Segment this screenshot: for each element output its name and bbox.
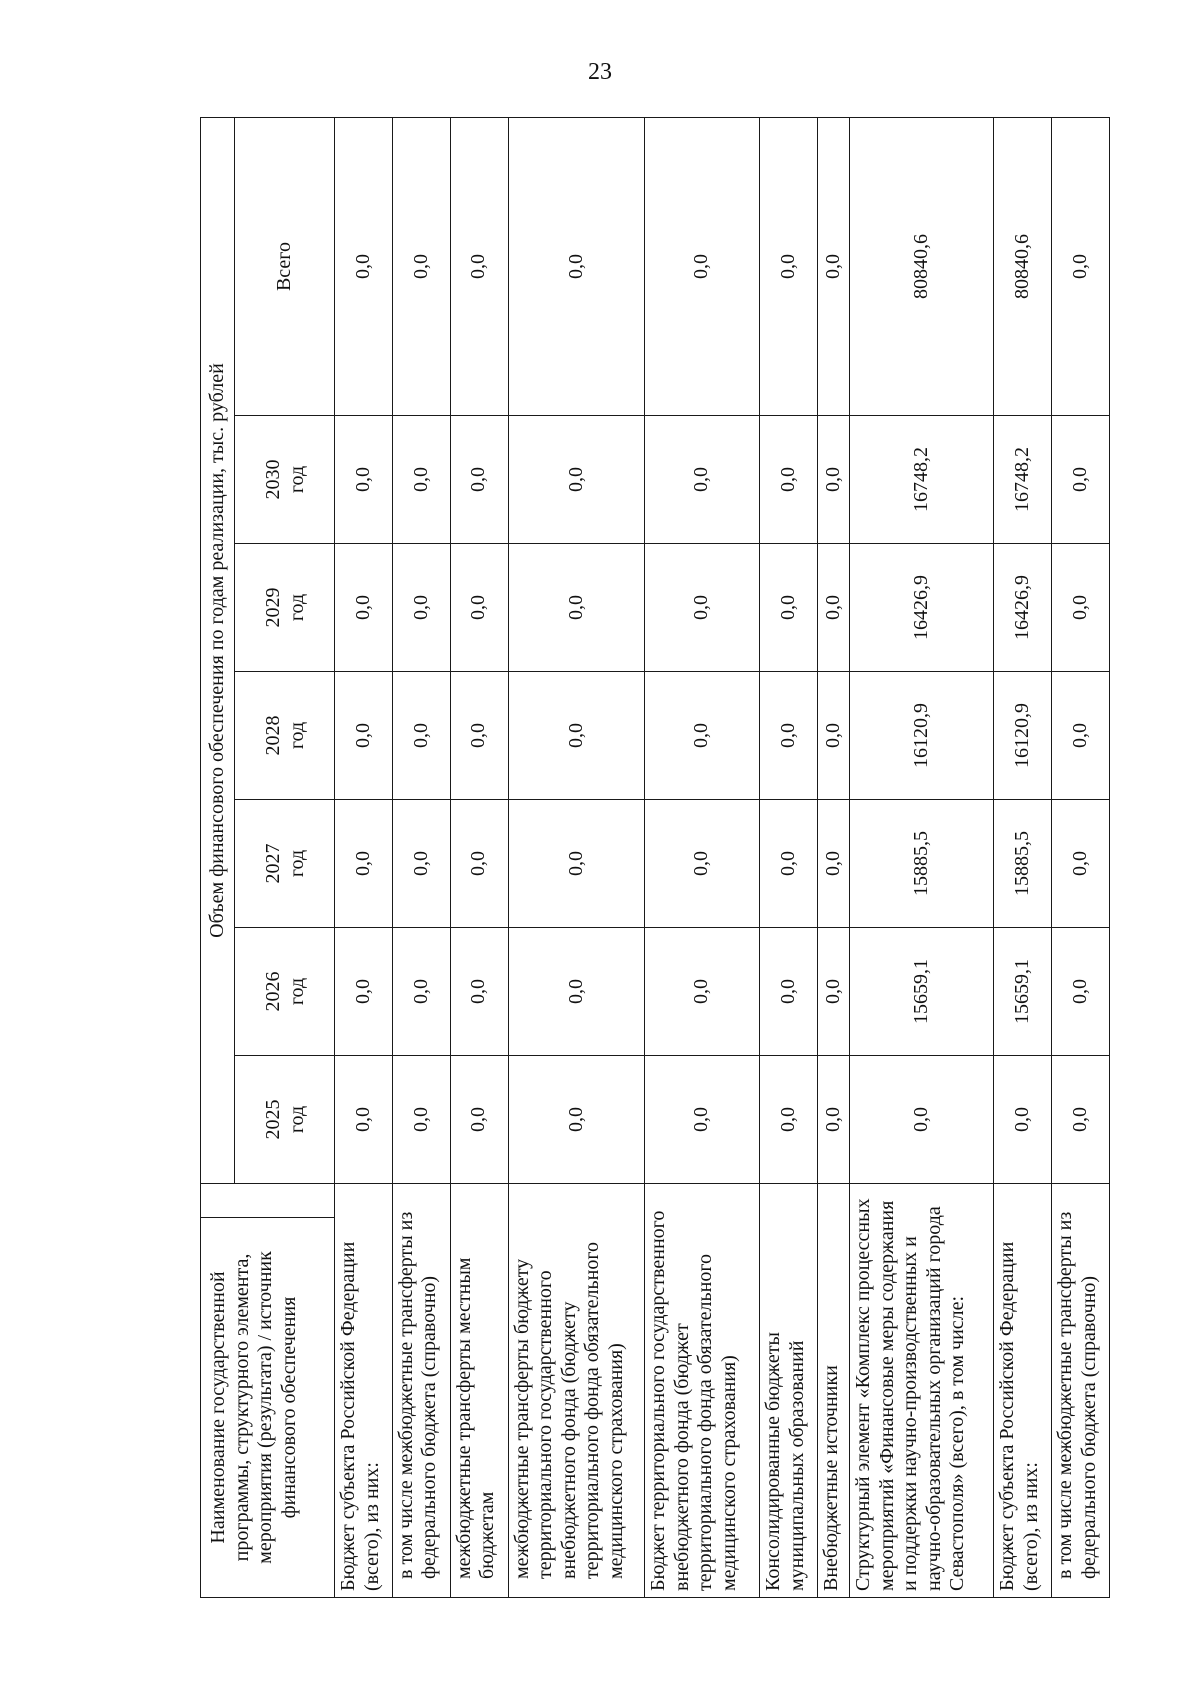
table-row xyxy=(508,118,644,1598)
table-row xyxy=(392,118,450,1598)
row-label: в том числе межбюджетные трансферты из федерального бюджета (справочно) xyxy=(392,1184,450,1598)
financing-group-header: Объем финансового обеспечения по годам реализации, тыс. рублей xyxy=(201,118,235,1184)
value-cell: 0,0 xyxy=(1052,1056,1110,1184)
value-cell: 0,0 xyxy=(818,416,850,544)
row-label: Консолидированные бюджеты муниципальных образований xyxy=(760,1184,818,1598)
total-cell: 0,0 xyxy=(450,118,508,416)
value-cell: 0,0 xyxy=(1052,416,1110,544)
total-cell: 0,0 xyxy=(1052,118,1110,416)
row-label: Структурный элемент «Комплекс процессных мероприятий «Финансовые меры содержания и поддержки научно-производственных и научно-образовательных организаций города Севастополя» (всего), в том числе: xyxy=(849,1184,993,1598)
value-cell: 0,0 xyxy=(450,928,508,1056)
value-cell: 0,0 xyxy=(645,1056,760,1184)
total-cell: 80840,6 xyxy=(849,118,993,416)
blank-header-cell xyxy=(201,1184,335,1218)
value-cell: 16120,9 xyxy=(994,672,1052,800)
value-cell: 0,0 xyxy=(1052,800,1110,928)
value-cell: 16748,2 xyxy=(994,416,1052,544)
value-cell: 16120,9 xyxy=(849,672,993,800)
value-cell: 0,0 xyxy=(818,544,850,672)
value-cell: 0,0 xyxy=(450,416,508,544)
value-cell: 0,0 xyxy=(508,544,644,672)
value-cell: 0,0 xyxy=(760,800,818,928)
table-row xyxy=(760,118,818,1598)
name-column-header: Наименование государственной программы, структурного элемента, мероприятия (результата) / источник финансового обеспечения xyxy=(201,1218,335,1598)
total-cell: 0,0 xyxy=(760,118,818,416)
year-header: 2029 год xyxy=(235,544,335,672)
value-cell: 16426,9 xyxy=(849,544,993,672)
year-header: 2026 год xyxy=(235,928,335,1056)
value-cell: 0,0 xyxy=(994,1056,1052,1184)
value-cell: 0,0 xyxy=(760,672,818,800)
value-cell: 0,0 xyxy=(335,928,393,1056)
value-cell: 0,0 xyxy=(335,672,393,800)
value-cell: 15885,5 xyxy=(849,800,993,928)
value-cell: 0,0 xyxy=(760,928,818,1056)
total-header: Всего xyxy=(235,118,335,416)
value-cell: 0,0 xyxy=(508,928,644,1056)
value-cell: 0,0 xyxy=(392,672,450,800)
value-cell: 0,0 xyxy=(508,800,644,928)
total-cell: 0,0 xyxy=(392,118,450,416)
row-label: Бюджет субъекта Российской Федерации (всего), из них: xyxy=(335,1184,393,1598)
page-number: 23 xyxy=(588,59,612,85)
value-cell: 0,0 xyxy=(645,544,760,672)
value-cell: 0,0 xyxy=(760,416,818,544)
total-cell: 0,0 xyxy=(335,118,393,416)
table-row xyxy=(849,118,993,1598)
value-cell: 0,0 xyxy=(645,928,760,1056)
value-cell: 0,0 xyxy=(849,1056,993,1184)
value-cell: 0,0 xyxy=(392,544,450,672)
value-cell: 0,0 xyxy=(392,1056,450,1184)
financing-table xyxy=(200,117,1110,1598)
row-label: межбюджетные трансферты местным бюджетам xyxy=(450,1184,508,1598)
value-cell: 0,0 xyxy=(818,672,850,800)
row-label: межбюджетные трансферты бюджету территориального государственного внебюджетного фонда (бюджету территориального фонда обязательного медицинского страхования) xyxy=(508,1184,644,1598)
table-row xyxy=(994,118,1052,1598)
table-row xyxy=(645,118,760,1598)
value-cell: 16426,9 xyxy=(994,544,1052,672)
row-label: Бюджет территориального государственного внебюджетного фонда (бюджет территориального фонда обязательного медицинского страхования) xyxy=(645,1184,760,1598)
value-cell: 15885,5 xyxy=(994,800,1052,928)
value-cell: 0,0 xyxy=(818,1056,850,1184)
value-cell: 0,0 xyxy=(335,1056,393,1184)
value-cell: 0,0 xyxy=(508,1056,644,1184)
table-row xyxy=(335,118,393,1598)
table-row xyxy=(450,118,508,1598)
header-row-1 xyxy=(201,118,235,1598)
year-header: 2030 год xyxy=(235,416,335,544)
rotated-table-wrapper xyxy=(200,118,1110,1598)
value-cell: 0,0 xyxy=(645,672,760,800)
value-cell: 0,0 xyxy=(1052,672,1110,800)
value-cell: 0,0 xyxy=(450,544,508,672)
row-label: Внебюджетные источники xyxy=(818,1184,850,1598)
row-label: Бюджет субъекта Российской Федерации (всего), из них: xyxy=(994,1184,1052,1598)
table-row xyxy=(1052,118,1110,1598)
value-cell: 0,0 xyxy=(508,672,644,800)
total-cell: 0,0 xyxy=(818,118,850,416)
row-label: в том числе межбюджетные трансферты из федерального бюджета (справочно) xyxy=(1052,1184,1110,1598)
total-cell: 80840,6 xyxy=(994,118,1052,416)
value-cell: 0,0 xyxy=(392,416,450,544)
value-cell: 0,0 xyxy=(760,544,818,672)
value-cell: 0,0 xyxy=(1052,928,1110,1056)
value-cell: 0,0 xyxy=(645,416,760,544)
year-header: 2028 год xyxy=(235,672,335,800)
value-cell: 16748,2 xyxy=(849,416,993,544)
value-cell: 0,0 xyxy=(335,800,393,928)
value-cell: 0,0 xyxy=(392,800,450,928)
value-cell: 0,0 xyxy=(392,928,450,1056)
year-header: 2025 год xyxy=(235,1056,335,1184)
value-cell: 0,0 xyxy=(1052,544,1110,672)
value-cell: 0,0 xyxy=(450,1056,508,1184)
value-cell: 0,0 xyxy=(335,544,393,672)
value-cell: 0,0 xyxy=(818,800,850,928)
total-cell: 0,0 xyxy=(508,118,644,416)
value-cell: 15659,1 xyxy=(849,928,993,1056)
table-row xyxy=(818,118,850,1598)
total-cell: 0,0 xyxy=(645,118,760,416)
value-cell: 0,0 xyxy=(335,416,393,544)
value-cell: 15659,1 xyxy=(994,928,1052,1056)
value-cell: 0,0 xyxy=(450,800,508,928)
value-cell: 0,0 xyxy=(450,672,508,800)
value-cell: 0,0 xyxy=(818,928,850,1056)
value-cell: 0,0 xyxy=(760,1056,818,1184)
value-cell: 0,0 xyxy=(508,416,644,544)
value-cell: 0,0 xyxy=(645,800,760,928)
year-header: 2027 год xyxy=(235,800,335,928)
